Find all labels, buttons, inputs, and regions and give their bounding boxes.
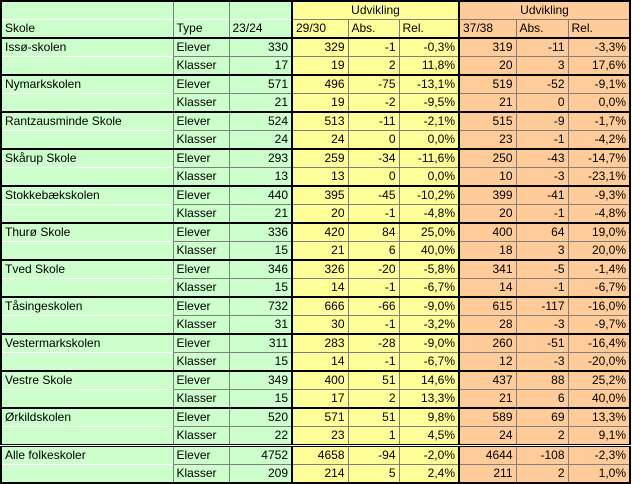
- value-3738-cell: 250: [459, 149, 516, 168]
- table-row: [1, 112, 630, 131]
- abs-3738-cell: -41: [516, 186, 568, 205]
- abs-2930-cell: -1: [348, 353, 399, 372]
- school-name-cell: Skårup Skole: [1, 149, 173, 168]
- abs-2930-cell: 5: [348, 465, 399, 484]
- rel-2930-cell: -2,1%: [399, 112, 459, 131]
- rel-2930-cell: -3,2%: [399, 316, 459, 335]
- table-row: [1, 297, 630, 316]
- value-2930-cell: 283: [292, 334, 348, 353]
- value-3738-cell: 519: [459, 75, 516, 94]
- table-row: [1, 446, 630, 465]
- base-value-cell: 17: [229, 57, 292, 76]
- value-3738-cell: 18: [459, 242, 516, 261]
- rel-2930-cell: 13,3%: [399, 390, 459, 409]
- type-cell: Klasser: [173, 94, 229, 113]
- type-cell: Klasser: [173, 427, 229, 446]
- base-value-cell: 15: [229, 390, 292, 409]
- base-value-cell: 209: [229, 465, 292, 484]
- value-3738-cell: 515: [459, 112, 516, 131]
- value-3738-cell: 14: [459, 279, 516, 298]
- abs-2930-cell: -1: [348, 205, 399, 224]
- value-2930-cell: 329: [292, 38, 348, 57]
- abs-2930-cell: 51: [348, 371, 399, 390]
- school-name-cell: Tved Skole: [1, 260, 173, 279]
- rel-2930-cell: -10,2%: [399, 186, 459, 205]
- rel-3738-cell: -6,7%: [568, 279, 630, 298]
- value-2930-cell: 214: [292, 465, 348, 484]
- value-2930-cell: 14: [292, 353, 348, 372]
- rel-3738-cell: -2,3%: [568, 446, 630, 465]
- abs-3738-cell: 3: [516, 242, 568, 261]
- type-cell: Klasser: [173, 465, 229, 484]
- type-cell: Klasser: [173, 316, 229, 335]
- value-3738-cell: 4644: [459, 446, 516, 465]
- type-cell: Elever: [173, 112, 229, 131]
- table-row: [1, 316, 630, 335]
- type-cell: Elever: [173, 371, 229, 390]
- school-name-cell: Alle folkeskoler: [1, 446, 173, 465]
- school-name-cell: Tåsingeskolen: [1, 297, 173, 316]
- type-cell: Klasser: [173, 57, 229, 76]
- rel-3738-cell: 19,0%: [568, 223, 630, 242]
- school-name-cell: Rantzausminde Skole: [1, 112, 173, 131]
- rel-2930-cell: 0,0%: [399, 131, 459, 150]
- abs-2930-cell: 2: [348, 57, 399, 76]
- base-value-cell: 15: [229, 353, 292, 372]
- school-name-cell: Nymarkskolen: [1, 75, 173, 94]
- base-value-cell: 15: [229, 242, 292, 261]
- header-udvikling-1: Udvikling: [292, 1, 459, 20]
- type-cell: Elever: [173, 149, 229, 168]
- table-row: [1, 465, 630, 484]
- table-row: [1, 94, 630, 113]
- base-value-cell: 346: [229, 260, 292, 279]
- rel-3738-cell: 9,1%: [568, 427, 630, 446]
- abs-3738-cell: -117: [516, 297, 568, 316]
- rel-2930-cell: 14,6%: [399, 371, 459, 390]
- value-2930-cell: 24: [292, 131, 348, 150]
- rel-3738-cell: -3,3%: [568, 38, 630, 57]
- base-value-cell: 21: [229, 205, 292, 224]
- school-name-cell: [1, 168, 173, 187]
- rel-2930-cell: -11,6%: [399, 149, 459, 168]
- base-value-cell: 349: [229, 371, 292, 390]
- rel-3738-cell: -23,1%: [568, 168, 630, 187]
- type-cell: Elever: [173, 297, 229, 316]
- header-row-top: [1, 1, 630, 20]
- abs-3738-cell: 2: [516, 427, 568, 446]
- rel-2930-cell: -9,0%: [399, 297, 459, 316]
- header-cell-empty: [1, 1, 173, 20]
- abs-3738-cell: -9: [516, 112, 568, 131]
- base-value-cell: 311: [229, 334, 292, 353]
- school-name-cell: Vestermarkskolen: [1, 334, 173, 353]
- table-row: [1, 390, 630, 409]
- abs-2930-cell: 84: [348, 223, 399, 242]
- value-2930-cell: 13: [292, 168, 348, 187]
- abs-2930-cell: -94: [348, 446, 399, 465]
- abs-3738-cell: -1: [516, 279, 568, 298]
- rel-3738-cell: -9,1%: [568, 75, 630, 94]
- value-2930-cell: 400: [292, 371, 348, 390]
- base-value-cell: 24: [229, 131, 292, 150]
- base-value-cell: 571: [229, 75, 292, 94]
- base-value-cell: 293: [229, 149, 292, 168]
- rel-2930-cell: -9,0%: [399, 334, 459, 353]
- abs-3738-cell: -3: [516, 316, 568, 335]
- type-cell: Elever: [173, 223, 229, 242]
- abs-2930-cell: 6: [348, 242, 399, 261]
- table-row: [1, 149, 630, 168]
- abs-3738-cell: -3: [516, 353, 568, 372]
- table-row: [1, 205, 630, 224]
- rel-3738-cell: 20,0%: [568, 242, 630, 261]
- abs-2930-cell: -75: [348, 75, 399, 94]
- rel-3738-cell: 25,2%: [568, 371, 630, 390]
- value-3738-cell: 21: [459, 94, 516, 113]
- value-2930-cell: 666: [292, 297, 348, 316]
- base-value-cell: 524: [229, 112, 292, 131]
- rel-2930-cell: 9,8%: [399, 408, 459, 427]
- rel-2930-cell: 25,0%: [399, 223, 459, 242]
- rel-2930-cell: -6,7%: [399, 279, 459, 298]
- school-name-cell: [1, 427, 173, 446]
- value-2930-cell: 23: [292, 427, 348, 446]
- type-cell: Elever: [173, 38, 229, 57]
- rel-2930-cell: 40,0%: [399, 242, 459, 261]
- header-abs-1: Abs.: [348, 20, 399, 39]
- abs-2930-cell: 2: [348, 390, 399, 409]
- table-row: [1, 131, 630, 150]
- value-2930-cell: 4658: [292, 446, 348, 465]
- abs-2930-cell: 1: [348, 427, 399, 446]
- value-3738-cell: 319: [459, 38, 516, 57]
- abs-2930-cell: -1: [348, 38, 399, 57]
- table-row: [1, 353, 630, 372]
- table-row: [1, 279, 630, 298]
- school-name-cell: [1, 279, 173, 298]
- school-name-cell: Issø-skolen: [1, 38, 173, 57]
- abs-2930-cell: 0: [348, 168, 399, 187]
- rel-3738-cell: 1,0%: [568, 465, 630, 484]
- value-2930-cell: 326: [292, 260, 348, 279]
- abs-3738-cell: -1: [516, 205, 568, 224]
- school-name-cell: [1, 131, 173, 150]
- table-row: [1, 371, 630, 390]
- table-row: [1, 408, 630, 427]
- header-rel-1: Rel.: [399, 20, 459, 39]
- base-value-cell: 15: [229, 279, 292, 298]
- value-2930-cell: 19: [292, 94, 348, 113]
- rel-3738-cell: -9,7%: [568, 316, 630, 335]
- value-3738-cell: 12: [459, 353, 516, 372]
- abs-2930-cell: 0: [348, 131, 399, 150]
- value-3738-cell: 10: [459, 168, 516, 187]
- abs-3738-cell: 88: [516, 371, 568, 390]
- value-2930-cell: 259: [292, 149, 348, 168]
- type-cell: Elever: [173, 408, 229, 427]
- abs-2930-cell: -28: [348, 334, 399, 353]
- value-3738-cell: 211: [459, 465, 516, 484]
- value-3738-cell: 21: [459, 390, 516, 409]
- school-name-cell: [1, 465, 173, 484]
- table-row: [1, 38, 630, 57]
- abs-3738-cell: 2: [516, 465, 568, 484]
- table-row: [1, 186, 630, 205]
- value-3738-cell: 341: [459, 260, 516, 279]
- rel-2930-cell: 0,0%: [399, 168, 459, 187]
- value-2930-cell: 30: [292, 316, 348, 335]
- rel-2930-cell: -6,7%: [399, 353, 459, 372]
- abs-3738-cell: -5: [516, 260, 568, 279]
- header-type: Type: [173, 20, 229, 39]
- rel-2930-cell: -5,8%: [399, 260, 459, 279]
- value-3738-cell: 399: [459, 186, 516, 205]
- rel-3738-cell: -4,8%: [568, 205, 630, 224]
- base-value-cell: 330: [229, 38, 292, 57]
- header-rel-2: Rel.: [568, 20, 630, 39]
- base-value-cell: 13: [229, 168, 292, 187]
- value-3738-cell: 24: [459, 427, 516, 446]
- abs-2930-cell: -2: [348, 94, 399, 113]
- type-cell: Klasser: [173, 168, 229, 187]
- rel-2930-cell: -2,0%: [399, 446, 459, 465]
- abs-2930-cell: -1: [348, 279, 399, 298]
- abs-2930-cell: -11: [348, 112, 399, 131]
- school-name-cell: [1, 316, 173, 335]
- value-2930-cell: 20: [292, 205, 348, 224]
- abs-2930-cell: -45: [348, 186, 399, 205]
- rel-3738-cell: 17,6%: [568, 57, 630, 76]
- abs-3738-cell: 0: [516, 94, 568, 113]
- abs-3738-cell: -52: [516, 75, 568, 94]
- table-row: [1, 168, 630, 187]
- rel-3738-cell: 0,0%: [568, 94, 630, 113]
- value-2930-cell: 395: [292, 186, 348, 205]
- type-cell: Elever: [173, 260, 229, 279]
- value-3738-cell: 260: [459, 334, 516, 353]
- rel-2930-cell: 11,8%: [399, 57, 459, 76]
- table-row: [1, 427, 630, 446]
- rel-3738-cell: -16,0%: [568, 297, 630, 316]
- abs-2930-cell: 51: [348, 408, 399, 427]
- rel-2930-cell: -4,8%: [399, 205, 459, 224]
- header-year-1: 29/30: [292, 20, 348, 39]
- base-value-cell: 440: [229, 186, 292, 205]
- abs-3738-cell: 69: [516, 408, 568, 427]
- value-3738-cell: 20: [459, 205, 516, 224]
- school-name-cell: Vestre Skole: [1, 371, 173, 390]
- value-2930-cell: 21: [292, 242, 348, 261]
- rel-3738-cell: 40,0%: [568, 390, 630, 409]
- header-year-2: 37/38: [459, 20, 516, 39]
- abs-2930-cell: -20: [348, 260, 399, 279]
- rel-3738-cell: -20,0%: [568, 353, 630, 372]
- value-3738-cell: 437: [459, 371, 516, 390]
- type-cell: Elever: [173, 446, 229, 465]
- abs-3738-cell: 3: [516, 57, 568, 76]
- rel-3738-cell: -1,7%: [568, 112, 630, 131]
- base-value-cell: 21: [229, 94, 292, 113]
- type-cell: Klasser: [173, 242, 229, 261]
- rel-3738-cell: -14,7%: [568, 149, 630, 168]
- rel-2930-cell: -13,1%: [399, 75, 459, 94]
- header-skole: Skole: [1, 20, 173, 39]
- school-name-cell: Ørkildskolen: [1, 408, 173, 427]
- school-name-cell: [1, 353, 173, 372]
- type-cell: Elever: [173, 186, 229, 205]
- abs-3738-cell: 6: [516, 390, 568, 409]
- abs-3738-cell: -43: [516, 149, 568, 168]
- base-value-cell: 336: [229, 223, 292, 242]
- rel-2930-cell: -9,5%: [399, 94, 459, 113]
- base-value-cell: 732: [229, 297, 292, 316]
- rel-2930-cell: -0,3%: [399, 38, 459, 57]
- rel-2930-cell: 2,4%: [399, 465, 459, 484]
- base-value-cell: 31: [229, 316, 292, 335]
- header-cell-empty: [229, 1, 292, 20]
- header-abs-2: Abs.: [516, 20, 568, 39]
- table-row: [1, 57, 630, 76]
- header-base-year: 23/24: [229, 20, 292, 39]
- type-cell: Elever: [173, 334, 229, 353]
- abs-3738-cell: -51: [516, 334, 568, 353]
- value-3738-cell: 615: [459, 297, 516, 316]
- header-cell-empty: [173, 1, 229, 20]
- type-cell: Elever: [173, 75, 229, 94]
- header-udvikling-2: Udvikling: [459, 1, 630, 20]
- school-name-cell: [1, 94, 173, 113]
- rel-3738-cell: -4,2%: [568, 131, 630, 150]
- table-row: [1, 334, 630, 353]
- rel-3738-cell: 13,3%: [568, 408, 630, 427]
- value-2930-cell: 496: [292, 75, 348, 94]
- base-value-cell: 22: [229, 427, 292, 446]
- value-2930-cell: 19: [292, 57, 348, 76]
- school-name-cell: [1, 390, 173, 409]
- base-value-cell: 4752: [229, 446, 292, 465]
- rel-2930-cell: 4,5%: [399, 427, 459, 446]
- abs-3738-cell: -1: [516, 131, 568, 150]
- value-2930-cell: 14: [292, 279, 348, 298]
- school-name-cell: Stokkebækskolen: [1, 186, 173, 205]
- table-row: [1, 242, 630, 261]
- header-row-columns: [1, 20, 630, 39]
- value-2930-cell: 513: [292, 112, 348, 131]
- value-3738-cell: 589: [459, 408, 516, 427]
- value-2930-cell: 420: [292, 223, 348, 242]
- table-row: [1, 223, 630, 242]
- type-cell: Klasser: [173, 279, 229, 298]
- abs-3738-cell: -11: [516, 38, 568, 57]
- school-name-cell: [1, 57, 173, 76]
- value-2930-cell: 571: [292, 408, 348, 427]
- abs-3738-cell: -3: [516, 168, 568, 187]
- type-cell: Klasser: [173, 205, 229, 224]
- rel-3738-cell: -9,3%: [568, 186, 630, 205]
- abs-2930-cell: -34: [348, 149, 399, 168]
- school-name-cell: Thurø Skole: [1, 223, 173, 242]
- type-cell: Klasser: [173, 390, 229, 409]
- abs-3738-cell: 64: [516, 223, 568, 242]
- value-3738-cell: 28: [459, 316, 516, 335]
- table-row: [1, 75, 630, 94]
- abs-3738-cell: -108: [516, 446, 568, 465]
- abs-2930-cell: -1: [348, 316, 399, 335]
- rel-3738-cell: -1,4%: [568, 260, 630, 279]
- abs-2930-cell: -66: [348, 297, 399, 316]
- value-3738-cell: 23: [459, 131, 516, 150]
- type-cell: Klasser: [173, 353, 229, 372]
- value-3738-cell: 20: [459, 57, 516, 76]
- rel-3738-cell: -16,4%: [568, 334, 630, 353]
- value-3738-cell: 400: [459, 223, 516, 242]
- value-2930-cell: 17: [292, 390, 348, 409]
- base-value-cell: 520: [229, 408, 292, 427]
- type-cell: Klasser: [173, 131, 229, 150]
- school-name-cell: [1, 205, 173, 224]
- table-row: [1, 260, 630, 279]
- school-name-cell: [1, 242, 173, 261]
